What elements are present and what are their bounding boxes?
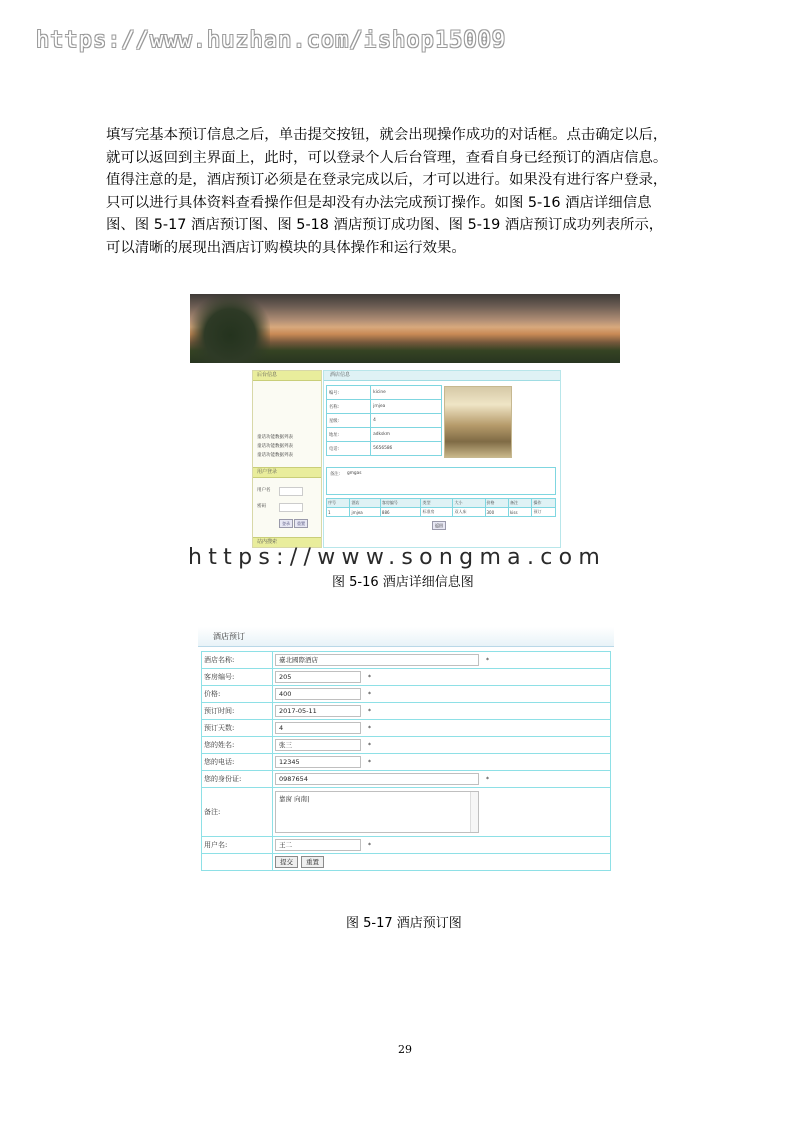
required-mark: * <box>368 707 371 715</box>
booking-days-field[interactable]: 4 <box>275 722 361 734</box>
form-row <box>202 737 611 754</box>
detail-panel-title: 酒店信息 <box>324 371 560 381</box>
page-number: 29 <box>398 1043 412 1056</box>
room-list-table <box>326 498 556 517</box>
sidebar-head-login: 用户登录 <box>253 467 321 478</box>
field-label: 酒店名称: <box>202 652 273 669</box>
sidebar-links <box>257 433 293 460</box>
submit-button[interactable]: 提交 <box>275 856 298 868</box>
site-banner-image <box>190 294 620 363</box>
info-label: 星级: <box>327 414 371 428</box>
column-header: 酒店 <box>350 499 380 508</box>
booking-date-field[interactable]: 2017-05-11 <box>275 705 361 717</box>
table-row <box>327 400 442 414</box>
field-cell <box>273 669 611 686</box>
paragraph-line: 值得注意的是，酒店预订必须是在登录完成以后，才可以进行。如果没有进行客户登录， <box>106 172 668 188</box>
login-username-input[interactable] <box>279 487 303 496</box>
form-row <box>202 754 611 771</box>
sidebar-head-info: 后台信息 <box>253 371 321 381</box>
column-header: 备注 <box>508 499 531 508</box>
sidebar-link[interactable]: 童话功能数据列表 <box>257 444 293 449</box>
required-mark: * <box>368 841 371 849</box>
form-row <box>202 837 611 854</box>
form-row <box>202 788 611 837</box>
button-cell <box>273 854 611 871</box>
required-mark: * <box>368 741 371 749</box>
field-cell <box>273 737 611 754</box>
table-row <box>327 386 442 400</box>
remark-text: 靠窗 向南| <box>279 795 310 803</box>
top-watermark-url: https://www.huzhan.com/ishop15009 <box>36 28 507 53</box>
form-row <box>202 652 611 669</box>
booking-form-title: 酒店预订 <box>198 627 614 647</box>
field-cell <box>273 652 611 669</box>
sidebar-link[interactable]: 童话功能数据列表 <box>257 453 293 458</box>
info-value: 4 <box>371 414 442 428</box>
login-form <box>257 483 271 515</box>
table-cell: 标准房 <box>421 508 453 517</box>
form-row <box>202 669 611 686</box>
login-button[interactable]: 登录 <box>279 519 293 528</box>
table-row <box>327 508 556 517</box>
table-cell: jrnjea <box>350 508 380 517</box>
field-label: 备注: <box>202 788 273 837</box>
empty-cell <box>202 854 273 871</box>
price-field[interactable]: 400 <box>275 688 361 700</box>
info-label: 名称: <box>327 400 371 414</box>
info-value: 5656586 <box>371 442 442 456</box>
room-number-field[interactable]: 205 <box>275 671 361 683</box>
info-value: kicine <box>371 386 442 400</box>
field-label: 预订天数: <box>202 720 273 737</box>
field-label: 您的姓名: <box>202 737 273 754</box>
id-card-field[interactable]: 0987654 <box>275 773 479 785</box>
remark-textarea[interactable] <box>275 791 479 833</box>
field-label: 预订时间: <box>202 703 273 720</box>
field-label: 价格: <box>202 686 273 703</box>
paragraph-line: 填写完基本预订信息之后，单击提交按钮，就会出现操作成功的对话框。点击确定以后， <box>106 127 668 143</box>
tree-silhouette <box>190 294 270 363</box>
login-password-input[interactable] <box>279 503 303 512</box>
info-label: 电话: <box>327 442 371 456</box>
hotel-info-table <box>326 385 442 456</box>
paragraph-line: 可以清晰的展现出酒店订购模块的具体操作和运行效果。 <box>106 239 466 256</box>
field-label: 用户名: <box>202 837 273 854</box>
required-mark: * <box>486 656 489 664</box>
hotel-name-field[interactable]: 臺北國際酒店 <box>275 654 479 666</box>
table-cell: 1 <box>327 508 350 517</box>
sidebar-link[interactable]: 童话功能数据列表 <box>257 435 293 440</box>
form-row <box>202 686 611 703</box>
username-field[interactable]: 王二 <box>275 839 361 851</box>
table-cell: kiss <box>508 508 531 517</box>
column-header: 类型 <box>421 499 453 508</box>
note-row <box>326 467 556 495</box>
paragraph-line: 只可以进行具体资料查看操作但是却没有办法完成预订操作。如图 5-16 酒店详细信息 <box>106 194 652 211</box>
field-label: 客房编号: <box>202 669 273 686</box>
required-mark: * <box>368 758 371 766</box>
field-cell <box>273 703 611 720</box>
info-label: 编号: <box>327 386 371 400</box>
field-label: 您的电话: <box>202 754 273 771</box>
form-row <box>202 703 611 720</box>
column-header: 价格 <box>485 499 508 508</box>
table-row <box>327 428 442 442</box>
body-paragraph <box>106 124 710 259</box>
hotel-booking-form-screenshot <box>198 627 614 899</box>
field-cell <box>273 837 611 854</box>
required-mark: * <box>368 690 371 698</box>
table-header-row <box>327 499 556 508</box>
scrollbar[interactable] <box>470 792 478 832</box>
field-cell <box>273 686 611 703</box>
paragraph-line: 图、图 5-17 酒店预订图、图 5-18 酒店预订成功图、图 5-19 酒店预订成功列表所示， <box>106 217 664 233</box>
required-mark: * <box>368 724 371 732</box>
field-cell <box>273 720 611 737</box>
column-header: 序号 <box>327 499 350 508</box>
field-label: 您的身份证: <box>202 771 273 788</box>
table-cell: 双人床 <box>453 508 485 517</box>
note-label: 备注: <box>330 472 341 477</box>
table-row <box>327 442 442 456</box>
book-link[interactable]: 预订 <box>532 508 556 517</box>
hotel-detail-panel <box>323 370 561 548</box>
info-value: jrnjea <box>371 400 442 414</box>
required-mark: * <box>486 775 489 783</box>
figure-caption-5-16: 图 5-16 酒店详细信息图 <box>332 575 474 590</box>
table-row <box>327 414 442 428</box>
hotel-room-photo <box>444 386 512 458</box>
login-pass-label: 密码 <box>257 504 266 509</box>
back-button[interactable]: 返回 <box>432 521 446 530</box>
table-cell: 300 <box>485 508 508 517</box>
paragraph-line: 就可以返回到主界面上，此时，可以登录个人后台管理，查看自身已经预订的酒店信息。 <box>106 149 668 166</box>
figure-caption-5-17: 图 5-17 酒店预订图 <box>346 916 462 931</box>
form-row <box>202 771 611 788</box>
url-watermark: https://www.songma.com <box>188 545 607 570</box>
column-header: 客房编号 <box>380 499 421 508</box>
left-sidebar <box>252 370 322 548</box>
reset-button[interactable]: 重置 <box>301 856 324 868</box>
info-value: adkskm <box>371 428 442 442</box>
form-row <box>202 720 611 737</box>
column-header: 大小 <box>453 499 485 508</box>
field-cell <box>273 771 611 788</box>
guest-name-field[interactable]: 张三 <box>275 739 361 751</box>
required-mark: * <box>368 673 371 681</box>
login-reset-button[interactable]: 重置 <box>294 519 308 528</box>
booking-form-table <box>201 651 611 871</box>
note-value: gmgas <box>347 471 362 476</box>
table-cell: 886 <box>380 508 421 517</box>
column-header: 操作 <box>532 499 556 508</box>
phone-field[interactable]: 12345 <box>275 756 361 768</box>
hotel-detail-screenshot <box>190 294 620 550</box>
field-cell <box>273 788 611 837</box>
field-cell <box>273 754 611 771</box>
form-row <box>202 854 611 871</box>
info-label: 地址: <box>327 428 371 442</box>
login-user-label: 用户名 <box>257 488 271 493</box>
sidebar-head-search: 站内搜索 <box>253 537 321 547</box>
